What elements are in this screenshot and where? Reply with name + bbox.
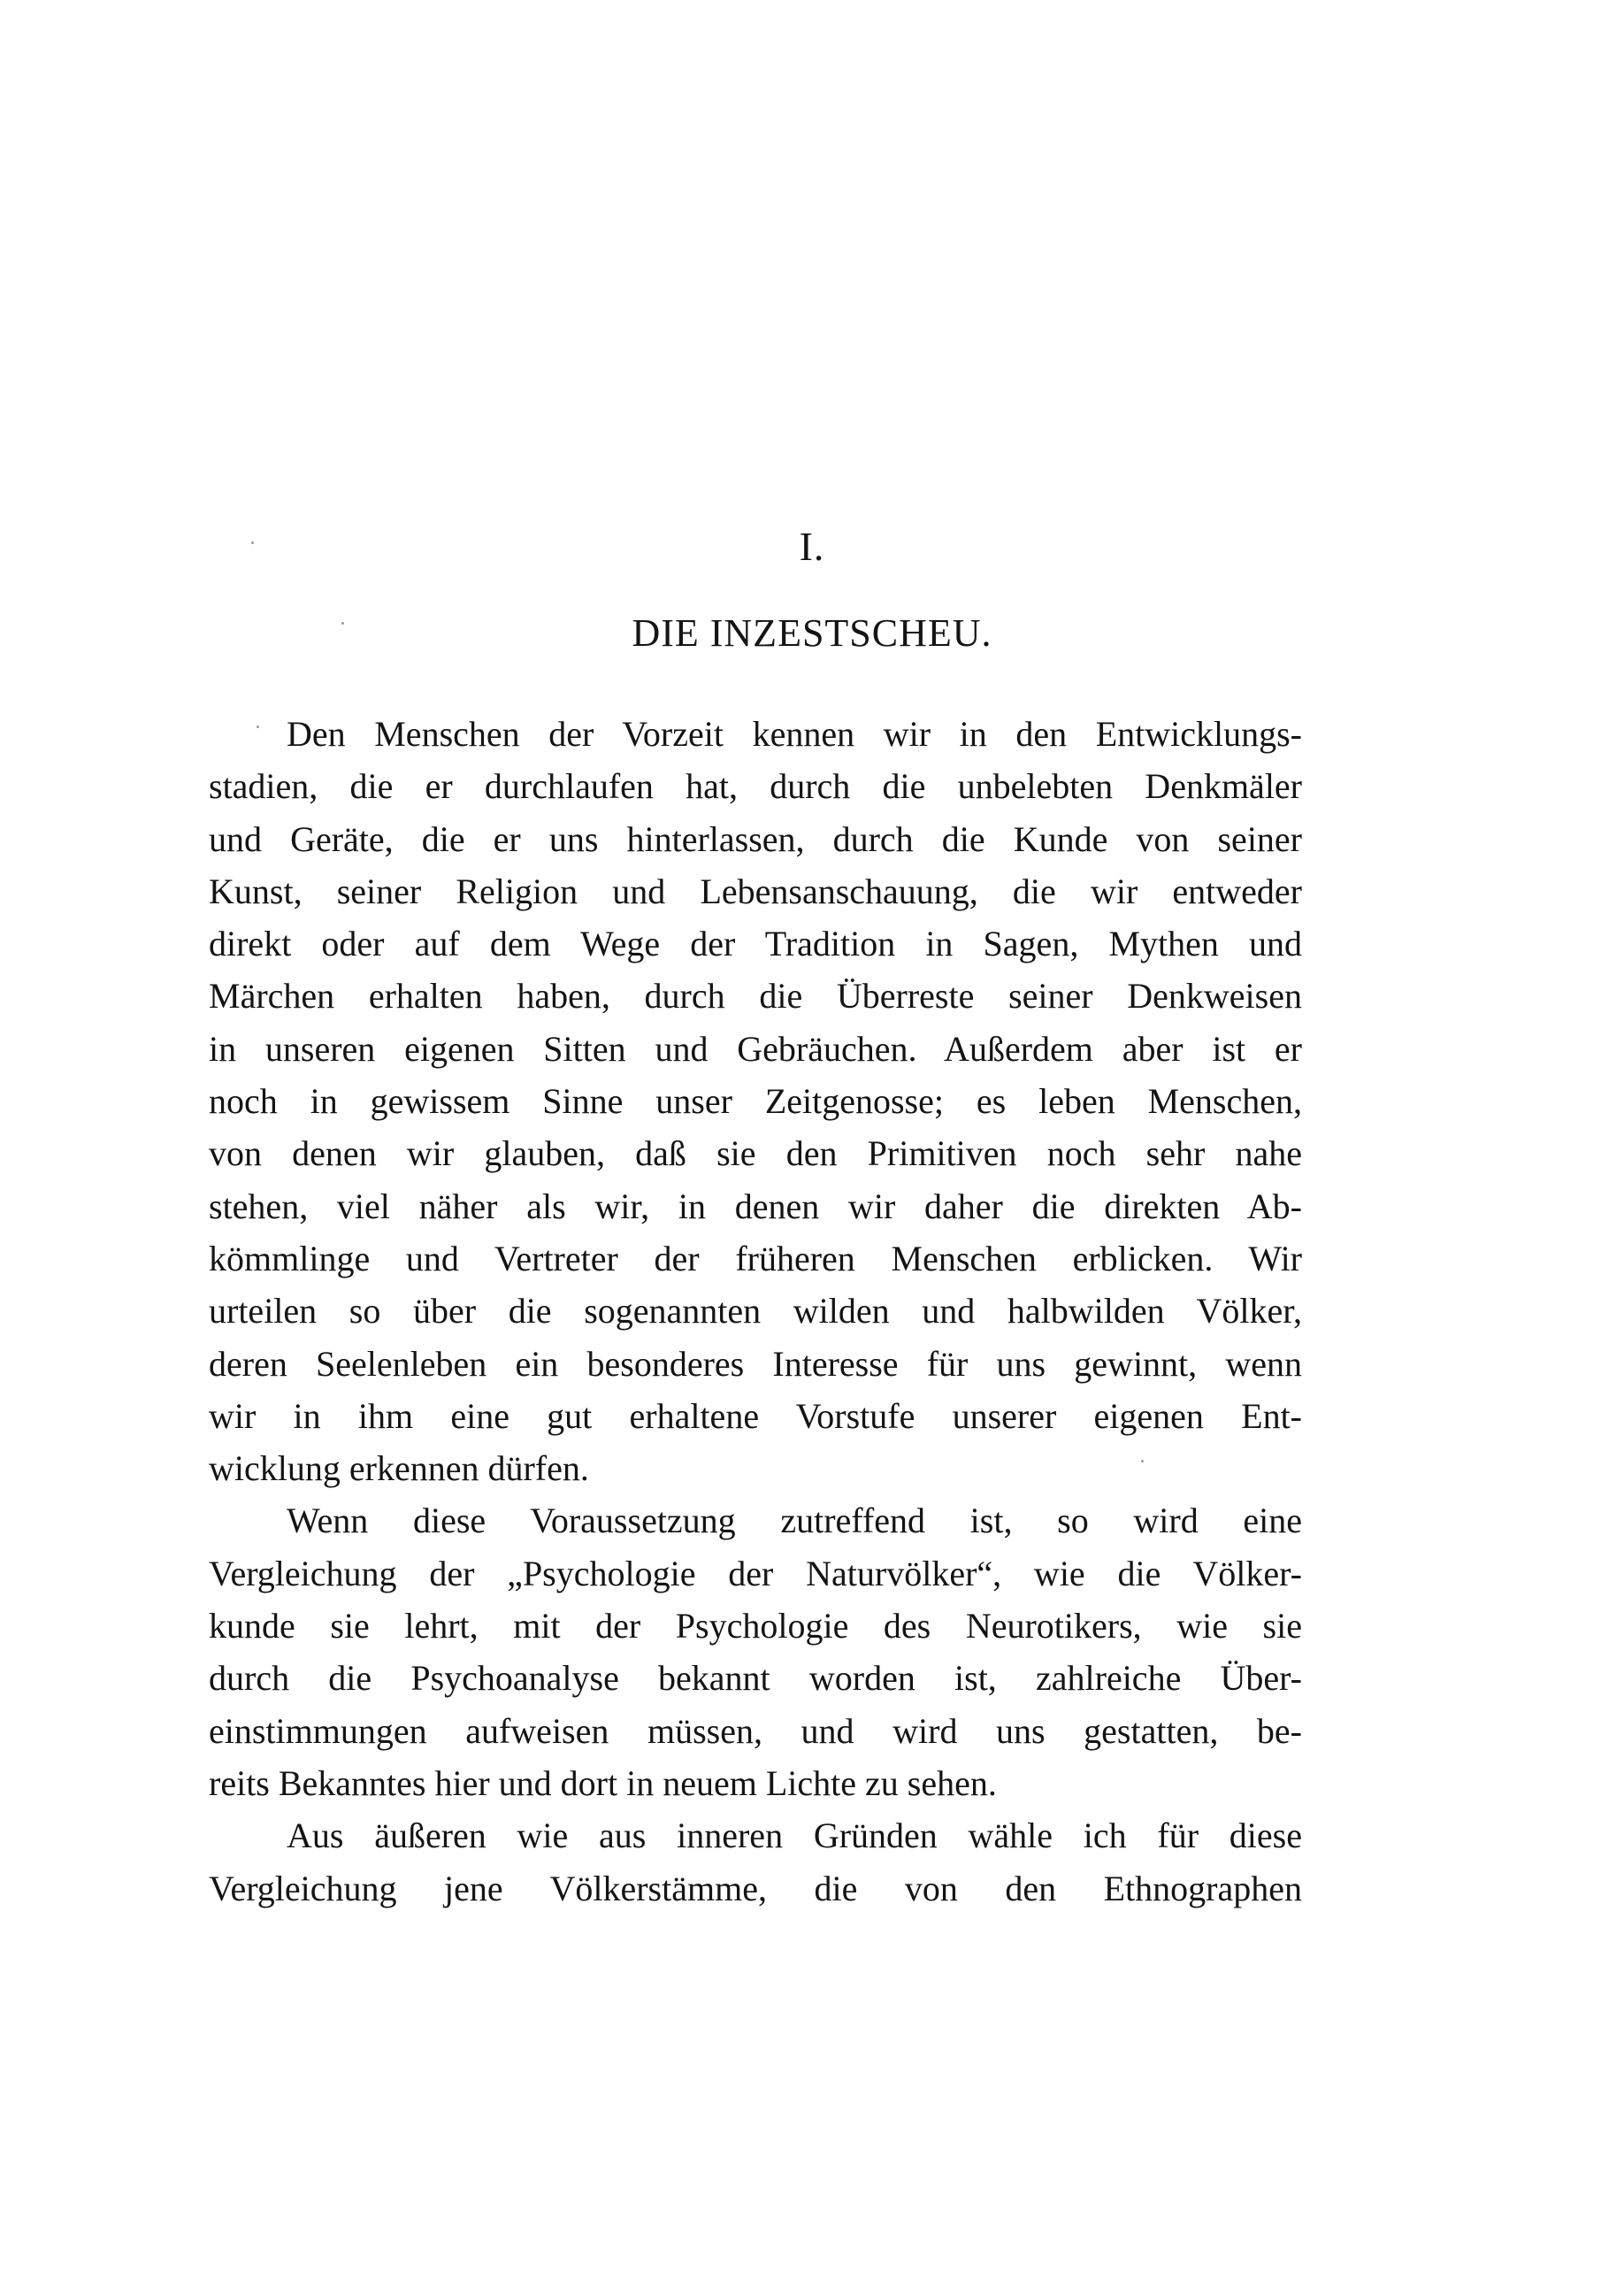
text-line: noch in gewissem Sinne unser Zeitgenosse; es leben Menschen,	[209, 1081, 1302, 1122]
text-line: Den Menschen der Vorzeit kennen wir in den Entwicklungs-	[287, 714, 1302, 754]
text-line: kunde sie lehrt, mit der Psychologie des Neurotikers, wie sie	[209, 1606, 1302, 1646]
text-line: urteilen so über die sogenannten wilden und halbwilden Völker,	[209, 1291, 1302, 1332]
chapter-title: DIE INZESTSCHEU.	[632, 611, 992, 655]
text-line: Wenn diese Voraussetzung zutreffend ist, so wird eine	[287, 1501, 1302, 1541]
text-line: Vergleichung jene Völkerstämme, die von den Ethnographen	[209, 1868, 1302, 1908]
body-text	[209, 708, 1302, 1915]
chapter-number: I.	[799, 524, 825, 569]
text-line: Märchen erhalten haben, durch die Überreste seiner Denkweisen	[209, 976, 1302, 1017]
text-line: von denen wir glauben, daß sie den Primitiven noch sehr nahe	[209, 1133, 1302, 1174]
text-line: kömmlinge und Vertreter der früheren Menschen erblicken. Wir	[209, 1238, 1302, 1278]
text-line: wir in ihm eine gut erhaltene Vorstufe unserer eigenen Ent-	[209, 1395, 1302, 1436]
text-line: einstimmungen aufweisen müssen, und wird uns gestatten, be-	[209, 1710, 1302, 1751]
text-line: Aus äußeren wie aus inneren Gründen wähle ich für diese	[287, 1815, 1302, 1856]
text-line: durch die Psychoanalyse bekannt worden ist, zahlreiche Über-	[209, 1658, 1302, 1699]
text-line: in unseren eigenen Sitten und Gebräuchen. Außerdem aber ist er	[209, 1028, 1302, 1069]
text-line: reits Bekanntes hier und dort in neuem Lichte zu sehen.	[209, 1762, 997, 1803]
text-line: Kunst, seiner Religion und Lebensanschauung, die wir entweder	[209, 871, 1302, 911]
text-line: direkt oder auf dem Wege der Tradition in Sagen, Mythen und	[209, 924, 1302, 964]
text-line: stehen, viel näher als wir, in denen wir daher die direkten Ab-	[209, 1186, 1302, 1226]
text-line: stadien, die er durchlaufen hat, durch die unbelebten Denkmäler	[209, 766, 1302, 807]
text-line: deren Seelenleben ein besonderes Interesse für uns gewinnt, wenn	[209, 1343, 1302, 1384]
text-line: wicklung erkennen dürfen.	[209, 1448, 589, 1489]
text-line: und Geräte, die er uns hinterlassen, durch die Kunde von seiner	[209, 818, 1302, 859]
text-line: Vergleichung der „Psychologie der Naturvölker“, wie die Völker-	[209, 1553, 1302, 1593]
